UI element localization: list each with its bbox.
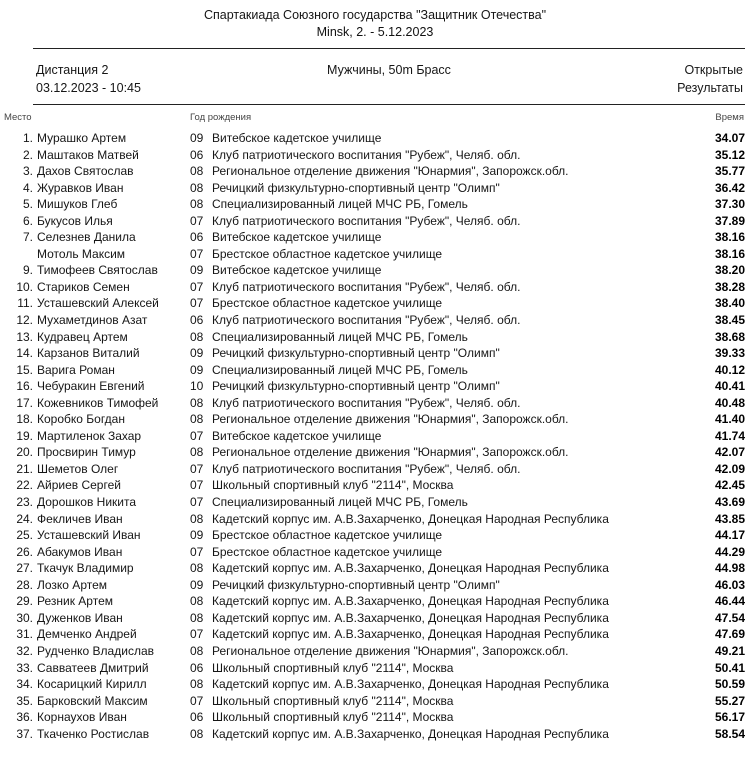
club-name: Клуб патриотического воспитания "Рубеж", Челяб. обл. (212, 395, 521, 410)
time-value: 55.27 (714, 693, 745, 708)
place-cell: 28. (16, 577, 33, 592)
place-cell: 9. (22, 263, 33, 278)
club-name: Витебское кадетское училище (212, 131, 382, 145)
place-cell: 12. (16, 313, 33, 328)
table-row (0, 362, 745, 379)
year-of-birth: 06 (190, 313, 204, 328)
time-value: 38.20 (714, 263, 745, 278)
year-of-birth: 08 (190, 180, 204, 195)
table-row (0, 246, 745, 263)
place-cell: 7. (22, 230, 33, 245)
club-name: Клуб патриотического воспитания "Рубеж", Челяб. обл. (212, 213, 521, 228)
year-of-birth: 08 (190, 164, 204, 179)
year-of-birth: 09 (190, 131, 204, 145)
place-cell: 5. (22, 197, 33, 212)
year-of-birth: 07 (190, 213, 204, 228)
athlete-name: Мурашко Артем (37, 131, 127, 145)
club-name: Брестское областное кадетское училище (212, 246, 443, 261)
time-value: 40.41 (714, 379, 745, 394)
athlete-name: Просвирин Тимур (37, 445, 136, 460)
time-value: 41.74 (714, 428, 745, 443)
club-name: Школьный спортивный клуб "2114", Москва (212, 660, 454, 675)
club-name: Кадетский корпус им. А.В.Захарченко, Донецкая Народная Республика (212, 726, 609, 741)
athlete-name: Савватеев Дмитрий (37, 660, 149, 675)
table-row (0, 262, 745, 279)
club-name: Кадетский корпус им. А.В.Захарченко, Донецкая Народная Республика (212, 561, 609, 576)
club-name: Брестское областное кадетское училище (212, 528, 443, 543)
time-value: 42.09 (714, 461, 745, 476)
year-of-birth: 07 (190, 246, 204, 261)
col-header-place: Место (4, 112, 32, 123)
club-name: Кадетский корпус им. А.В.Захарченко, Донецкая Народная Республика (212, 610, 609, 625)
place-cell: 6. (22, 213, 33, 228)
time-value: 56.17 (714, 710, 745, 725)
table-row (0, 560, 745, 577)
table-row (0, 180, 745, 197)
event-left-block (33, 62, 327, 97)
time-value: 47.54 (714, 610, 745, 625)
year-of-birth: 10 (190, 379, 204, 394)
year-of-birth: 08 (190, 677, 204, 692)
year-of-birth: 08 (190, 197, 204, 212)
time-value: 49.21 (714, 643, 745, 658)
time-value: 38.45 (714, 313, 745, 328)
time-value: 38.68 (714, 329, 745, 344)
table-row (0, 577, 745, 594)
year-of-birth: 08 (190, 643, 204, 658)
athlete-name: Усташевский Иван (37, 528, 141, 543)
table-row (0, 709, 745, 726)
place-cell: 14. (16, 346, 33, 361)
time-value: 50.41 (714, 660, 745, 675)
club-name: Региональное отделение движения "Юнармия", Запорожск.обл. (212, 164, 569, 179)
athlete-name: Селезнев Данила (37, 230, 136, 245)
place-cell: 11. (17, 296, 33, 311)
place-cell: 37. (16, 726, 33, 741)
place-cell: 1. (22, 131, 33, 145)
table-row (0, 593, 745, 610)
club-name: Клуб патриотического воспитания "Рубеж", Челяб. обл. (212, 279, 521, 294)
place-cell: 26. (16, 544, 33, 559)
athlete-name: Варига Роман (37, 362, 115, 377)
place-cell: 25. (16, 528, 33, 543)
year-of-birth: 07 (190, 279, 204, 294)
athlete-name: Букусов Илья (37, 213, 113, 228)
table-row (0, 378, 745, 395)
table-row (0, 511, 745, 528)
table-row (0, 147, 745, 164)
time-value: 35.12 (714, 147, 745, 162)
distance-label: Дистанция 2 (36, 63, 109, 77)
club-name: Региональное отделение движения "Юнармия", Запорожск.обл. (212, 412, 569, 427)
athlete-name: Ткачук Владимир (37, 561, 134, 576)
table-row (0, 345, 745, 362)
athlete-name: Стариков Семен (37, 279, 130, 294)
table-row (0, 229, 745, 246)
table-row (0, 395, 745, 412)
club-name: Речицкий физкультурно-спортивный центр "Олимп" (212, 379, 500, 394)
time-value: 41.40 (714, 412, 745, 427)
place-cell (0, 246, 33, 263)
club-name: Школьный спортивный клуб "2114", Москва (212, 478, 454, 493)
time-value: 46.03 (714, 577, 745, 592)
year-of-birth: 07 (190, 428, 204, 443)
place-cell: 4. (22, 180, 33, 195)
athlete-name: Усташевский Алексей (37, 296, 159, 311)
place-cell: 24. (16, 511, 33, 526)
time-value: 50.59 (714, 677, 745, 692)
time-value: 42.45 (714, 478, 745, 493)
table-row (0, 494, 745, 511)
club-name: Школьный спортивный клуб "2114", Москва (212, 710, 454, 725)
club-name: Региональное отделение движения "Юнармия", Запорожск.обл. (212, 643, 569, 658)
year-of-birth: 09 (190, 577, 204, 592)
year-of-birth: 09 (190, 263, 204, 278)
event-datetime: 03.12.2023 - 10:45 (36, 80, 141, 95)
place-cell: 29. (16, 594, 33, 609)
club-name: Речицкий физкультурно-спортивный центр "Олимп" (212, 180, 500, 195)
athlete-name: Дуженков Иван (37, 610, 123, 625)
club-name: Специализированный лицей МЧС РБ, Гомель (212, 362, 468, 377)
event-name: Мужчины, 50m Брасс (327, 63, 451, 77)
table-row (0, 295, 745, 312)
time-value: 46.44 (714, 594, 745, 609)
athlete-name: Айриев Сергей (37, 478, 121, 493)
results-type-line-1: Открытые (684, 63, 743, 77)
club-name: Специализированный лицей МЧС РБ, Гомель (212, 197, 468, 212)
club-name: Кадетский корпус им. А.В.Захарченко, Донецкая Народная Республика (212, 627, 609, 642)
time-value: 44.17 (714, 528, 745, 543)
place-cell: 16. (16, 379, 33, 394)
club-name: Региональное отделение движения "Юнармия", Запорожск.обл. (212, 445, 569, 460)
year-of-birth: 07 (190, 544, 204, 559)
year-of-birth: 08 (190, 610, 204, 625)
time-value: 43.85 (714, 511, 745, 526)
place-cell: 17. (16, 395, 33, 410)
place-cell: 34. (16, 677, 33, 692)
table-row (0, 676, 745, 693)
place-cell: 22. (16, 478, 33, 493)
table-row (0, 726, 745, 743)
athlete-name: Маштаков Матвей (37, 147, 139, 162)
athlete-name: Мишуков Глеб (37, 197, 118, 212)
time-value: 38.16 (714, 246, 745, 261)
table-row (0, 643, 745, 660)
year-of-birth: 06 (190, 660, 204, 675)
place-cell: 20. (16, 445, 33, 460)
club-name: Брестское областное кадетское училище (212, 544, 443, 559)
athlete-name: Фекличев Иван (37, 511, 123, 526)
athlete-name: Шеметов Олег (37, 461, 119, 476)
time-value: 40.48 (714, 395, 745, 410)
results-table (0, 130, 750, 742)
place-cell: 3. (22, 164, 33, 179)
document-header (0, 0, 750, 41)
year-of-birth: 06 (190, 230, 204, 245)
time-value: 38.40 (714, 296, 745, 311)
table-row (0, 610, 745, 627)
place-cell: 30. (16, 610, 33, 625)
athlete-name: Лозко Артем (37, 577, 108, 592)
time-value: 36.42 (714, 180, 745, 195)
table-row (0, 411, 745, 428)
athlete-name: Журавков Иван (37, 180, 124, 195)
club-name: Речицкий физкультурно-спортивный центр "Олимп" (212, 346, 500, 361)
year-of-birth: 06 (190, 147, 204, 162)
event-header-band (33, 48, 745, 105)
time-value: 44.98 (714, 561, 745, 576)
place-cell: 23. (16, 495, 33, 510)
time-value: 58.54 (714, 726, 745, 741)
col-header-year-of-birth: Год рождения (190, 112, 252, 123)
results-type-line-2: Результаты (677, 80, 743, 95)
year-of-birth: 08 (190, 726, 204, 741)
table-row (0, 279, 745, 296)
club-name: Витебское кадетское училище (212, 230, 382, 245)
place-cell: 10. (16, 279, 33, 294)
place-cell: 21. (16, 461, 33, 476)
place-cell: 2. (22, 147, 33, 162)
athlete-name: Кожевников Тимофей (37, 395, 159, 410)
document-location-dates: Minsk, 2. - 5.12.2023 (316, 25, 434, 39)
athlete-name: Тимофеев Святослав (37, 263, 158, 278)
table-row (0, 444, 745, 461)
year-of-birth: 07 (190, 627, 204, 642)
year-of-birth: 07 (190, 693, 204, 708)
place-cell: 36. (16, 710, 33, 725)
table-row (0, 693, 745, 710)
time-value: 44.29 (714, 544, 745, 559)
athlete-name: Дахов Святослав (37, 164, 134, 179)
athlete-name: Дорошков Никита (37, 495, 137, 510)
place-cell: 15. (16, 362, 33, 377)
athlete-name: Мотоль Максим (37, 246, 126, 261)
place-cell: 35. (16, 693, 33, 708)
time-value: 42.07 (714, 445, 745, 460)
athlete-name: Демченко Андрей (37, 627, 137, 642)
year-of-birth: 09 (190, 362, 204, 377)
athlete-name: Чебуракин Евгений (37, 379, 145, 394)
athlete-name: Мухаметдинов Азат (37, 313, 148, 328)
club-name: Речицкий физкультурно-спортивный центр "Олимп" (212, 577, 500, 592)
time-value: 35.77 (714, 164, 745, 179)
table-row (0, 477, 745, 494)
club-name: Кадетский корпус им. А.В.Захарченко, Донецкая Народная Республика (212, 677, 609, 692)
place-cell: 13. (16, 329, 33, 344)
year-of-birth: 08 (190, 594, 204, 609)
table-column-headers (0, 112, 750, 125)
time-value: 37.89 (714, 213, 745, 228)
athlete-name: Косарицкий Кирилл (37, 677, 147, 692)
club-name: Клуб патриотического воспитания "Рубеж", Челяб. обл. (212, 147, 521, 162)
club-name: Витебское кадетское училище (212, 428, 382, 443)
year-of-birth: 08 (190, 445, 204, 460)
time-value: 40.12 (714, 362, 745, 377)
year-of-birth: 09 (190, 528, 204, 543)
place-cell: 33. (16, 660, 33, 675)
table-row (0, 461, 745, 478)
year-of-birth: 08 (190, 395, 204, 410)
document-title: Спартакиада Союзного государства "Защитник Отечества" (203, 8, 547, 22)
club-name: Кадетский корпус им. А.В.Захарченко, Донецкая Народная Республика (212, 511, 609, 526)
place-cell: 18. (16, 412, 33, 427)
table-row (0, 329, 745, 346)
table-row (0, 428, 745, 445)
athlete-name: Мартиленок Захар (37, 428, 142, 443)
table-row (0, 312, 745, 329)
time-value: 39.33 (714, 346, 745, 361)
time-value: 34.07 (714, 131, 745, 145)
athlete-name: Ткаченко Ростислав (37, 726, 150, 741)
year-of-birth: 09 (190, 346, 204, 361)
athlete-name: Абакумов Иван (37, 544, 123, 559)
table-row (0, 213, 745, 230)
place-cell: 27. (16, 561, 33, 576)
time-value: 37.30 (714, 197, 745, 212)
athlete-name: Рудченко Владислав (37, 643, 154, 658)
event-right-block (451, 62, 745, 97)
year-of-birth: 07 (190, 461, 204, 476)
time-value: 43.69 (714, 495, 745, 510)
club-name: Витебское кадетское училище (212, 263, 382, 278)
table-row (0, 130, 745, 147)
club-name: Специализированный лицей МЧС РБ, Гомель (212, 329, 468, 344)
time-value: 47.69 (714, 627, 745, 642)
club-name: Кадетский корпус им. А.В.Захарченко, Донецкая Народная Республика (212, 594, 609, 609)
club-name: Специализированный лицей МЧС РБ, Гомель (212, 495, 468, 510)
athlete-name: Барковский Максим (37, 693, 148, 708)
year-of-birth: 07 (190, 478, 204, 493)
year-of-birth: 08 (190, 329, 204, 344)
athlete-name: Карзанов Виталий (37, 346, 140, 361)
year-of-birth: 07 (190, 495, 204, 510)
year-of-birth: 06 (190, 710, 204, 725)
club-name: Клуб патриотического воспитания "Рубеж", Челяб. обл. (212, 461, 521, 476)
table-row (0, 196, 745, 213)
year-of-birth: 08 (190, 511, 204, 526)
time-value: 38.28 (714, 279, 745, 294)
year-of-birth: 08 (190, 561, 204, 576)
club-name: Брестское областное кадетское училище (212, 296, 443, 311)
place-cell: 31. (16, 627, 33, 642)
table-row (0, 626, 745, 643)
time-value: 38.16 (714, 230, 745, 245)
club-name: Школьный спортивный клуб "2114", Москва (212, 693, 454, 708)
athlete-name: Резник Артем (37, 594, 114, 609)
col-header-time: Время (715, 112, 744, 123)
place-cell: 32. (16, 643, 33, 658)
table-row (0, 163, 745, 180)
athlete-name: Коробко Богдан (37, 412, 125, 427)
athlete-name: Кудравец Артем (37, 329, 128, 344)
year-of-birth: 07 (190, 296, 204, 311)
place-cell: 19. (16, 428, 33, 443)
club-name: Клуб патриотического воспитания "Рубеж", Челяб. обл. (212, 313, 521, 328)
table-row (0, 660, 745, 677)
table-row (0, 544, 745, 561)
table-row (0, 527, 745, 544)
year-of-birth: 08 (190, 412, 204, 427)
athlete-name: Корнаухов Иван (37, 710, 127, 725)
